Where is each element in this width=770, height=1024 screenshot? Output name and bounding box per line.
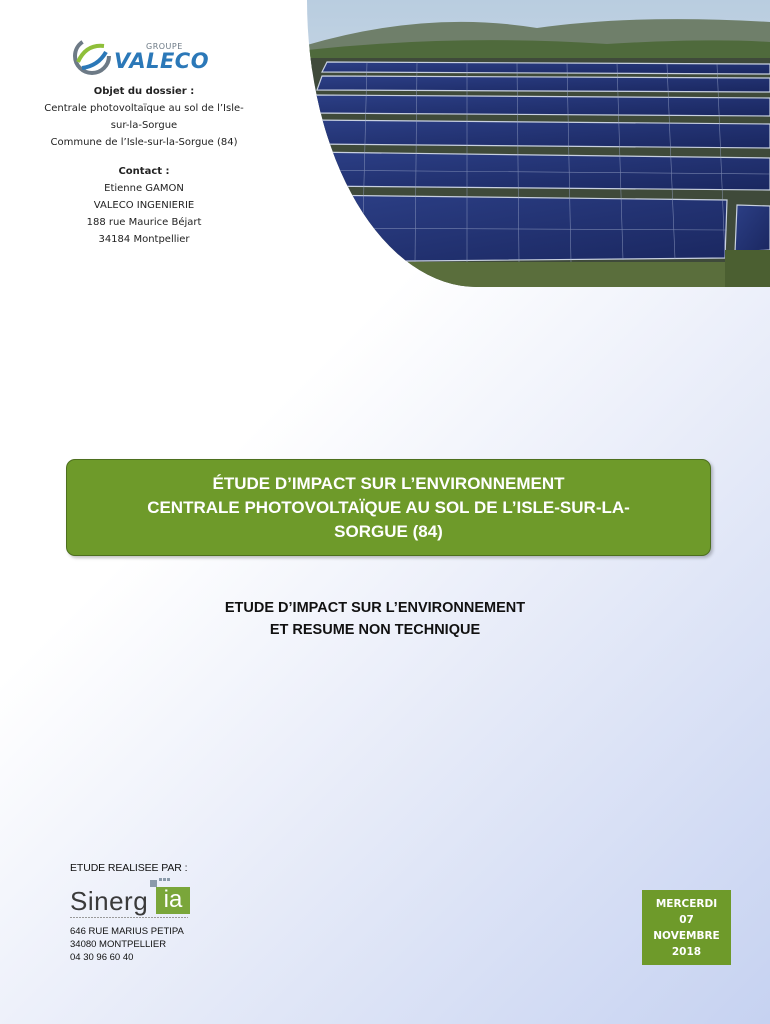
- logo-groupe-text: GROUPE: [146, 42, 183, 51]
- sinergia-tagline-mark: [70, 916, 188, 919]
- dossier-line: Centrale photovoltaïque au sol de l’Isle-: [44, 103, 244, 114]
- subtitle: [60, 597, 690, 641]
- sinergia-name: Sinerg: [70, 886, 149, 916]
- solar-farm-illustration: [307, 0, 770, 287]
- main-title-line: ÉTUDE D’IMPACT SUR L’ENVIRONNEMENT: [212, 473, 565, 493]
- main-title: [127, 472, 650, 544]
- date-month: NOVEMBRE: [653, 929, 720, 942]
- dossier-line: sur-la-Sorgue: [110, 120, 178, 131]
- dossier-info: [30, 83, 258, 248]
- contact-label: Contact :: [118, 166, 170, 177]
- date-badge: [642, 890, 731, 965]
- credit-address: [70, 925, 270, 964]
- subtitle-line: ET RESUME NON TECHNIQUE: [269, 622, 481, 638]
- logo-valeco-text: VALECO: [114, 49, 210, 73]
- contact-city: 34184 Montpellier: [98, 234, 190, 245]
- valeco-logo: [72, 36, 212, 76]
- sinergia-logo: [70, 876, 200, 922]
- dossier-commune: Commune de l’Isle-sur-la-Sorgue (84): [50, 137, 238, 148]
- credit-block: [70, 862, 270, 963]
- date-year: 2018: [671, 945, 702, 958]
- credit-phone: 04 30 96 60 40: [70, 952, 134, 963]
- subtitle-line: ETUDE D’IMPACT SUR L’ENVIRONNEMENT: [224, 600, 526, 616]
- credit-street: 646 RUE MARIUS PETIPA: [70, 926, 184, 937]
- credit-label: ETUDE REALISEE PAR :: [70, 862, 188, 874]
- main-title-line: CENTRALE PHOTOVOLTAÏQUE AU SOL DE L’ISLE-SUR-LA-: [147, 497, 630, 517]
- main-title-box: [66, 459, 711, 556]
- solar-panels-photo: [307, 0, 770, 287]
- main-title-line: SORGUE (84): [334, 521, 443, 541]
- sinergia-accent: ia: [156, 887, 190, 914]
- contact-name: Etienne GAMON: [104, 183, 184, 194]
- date-weekday: MERCERDI: [655, 897, 718, 910]
- dossier-label: Objet du dossier :: [93, 86, 195, 97]
- contact-street: 188 rue Maurice Béjart: [86, 217, 202, 228]
- credit-city: 34080 MONTPELLIER: [70, 939, 167, 950]
- date-day: 07: [679, 913, 694, 926]
- valeco-swirl-icon: [72, 36, 112, 76]
- contact-company: VALECO INGENIERIE: [93, 200, 195, 211]
